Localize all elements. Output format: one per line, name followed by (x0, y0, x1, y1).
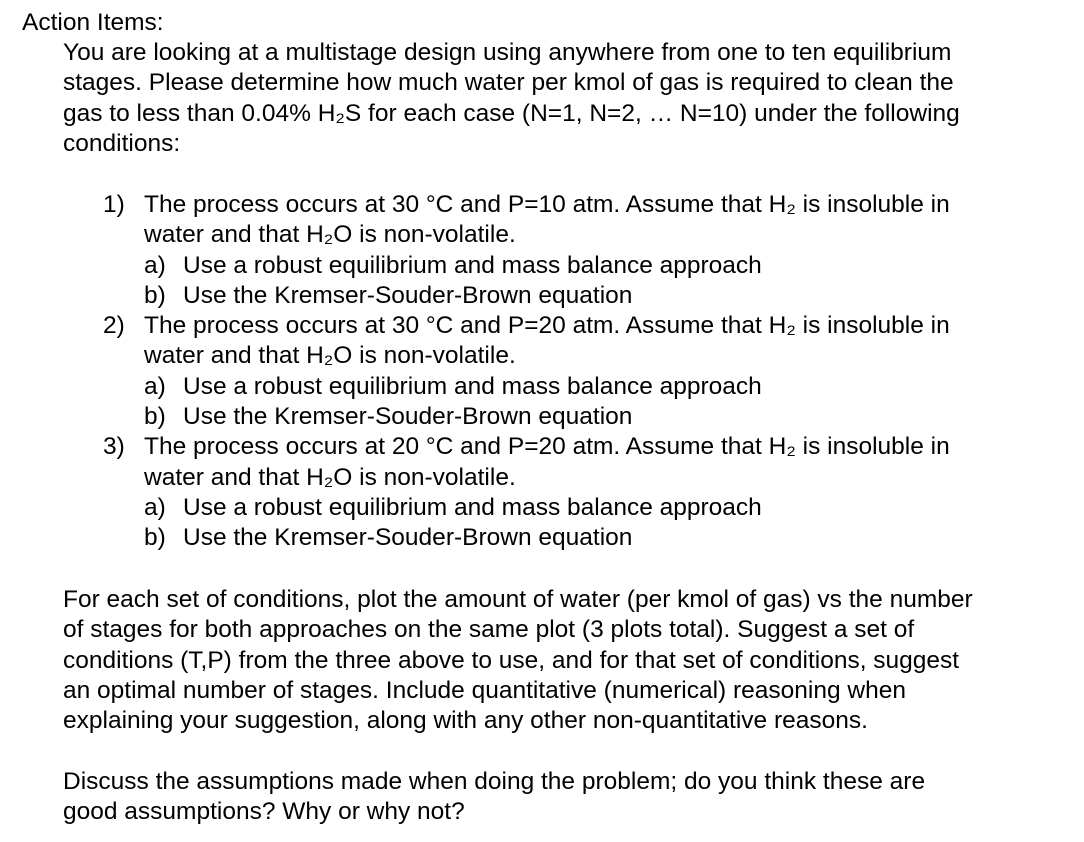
task-text: The process occurs at 20 °C and P=20 atm. Assume that H₂ is insoluble in water and that H₂O is non-volatile. (144, 433, 950, 491)
sub-item-text: Use the Kremser-Souder-Brown equation (183, 403, 633, 431)
task-text: The process occurs at 30 °C and P=10 atm. Assume that H₂ is insoluble in water and that H₂O is non-volatile. (144, 191, 950, 249)
sub-item-label: b) (144, 524, 166, 552)
task-number: 3) (103, 433, 125, 461)
sub-item (144, 281, 1063, 311)
task-text: The process occurs at 30 °C and P=20 atm. Assume that H₂ is insoluble in water and that H₂O is non-volatile. (144, 312, 950, 370)
section-heading: Action Items: (22, 9, 164, 36)
task-item (103, 311, 1063, 432)
sub-item (144, 251, 1063, 281)
sub-item (144, 402, 1063, 432)
sub-item-label: b) (144, 281, 166, 309)
task-item (103, 190, 1063, 311)
sub-item-text: Use the Kremser-Souder-Brown equation (183, 281, 633, 309)
sub-item-label: a) (144, 372, 166, 400)
plot-instructions-paragraph: For each set of conditions, plot the amount of water (per kmol of gas) vs the number of stages for both approaches on the same plot (3 plots total). Suggest a set of conditions (T,P) from the three above to use, and for that set of conditions, suggest an optimal number of stages. Include quantitative (numerical) reasoning when explaining your suggestion, along with any other non-quantitative reasons. (63, 586, 973, 735)
task-number: 1) (103, 191, 125, 218)
sub-item (144, 372, 1063, 402)
sub-item-text: Use a robust equilibrium and mass balance approach (183, 372, 762, 400)
task-number: 2) (103, 312, 125, 340)
task-item (103, 432, 1063, 553)
sub-item-text: Use a robust equilibrium and mass balance approach (183, 251, 762, 279)
sub-item-text: Use the Kremser-Souder-Brown equation (183, 524, 633, 552)
sub-item (144, 493, 1063, 523)
task-list (103, 190, 1063, 554)
sub-item (144, 523, 1063, 553)
sub-item-label: a) (144, 493, 166, 521)
discussion-paragraph: Discuss the assumptions made when doing the problem; do you think these are good assumptions? Why or why not? (63, 768, 926, 826)
sub-item-label: b) (144, 403, 166, 431)
intro-paragraph: You are looking at a multistage design using anywhere from one to ten equilibrium stages. Please determine how much water per kmol of gas is required to clean the gas to less than 0.04% H₂S for each case (N=1, N=2, … N=10) under the following conditions: (63, 39, 960, 157)
sub-item-text: Use a robust equilibrium and mass balance approach (183, 493, 762, 521)
sub-item-label: a) (144, 251, 166, 279)
